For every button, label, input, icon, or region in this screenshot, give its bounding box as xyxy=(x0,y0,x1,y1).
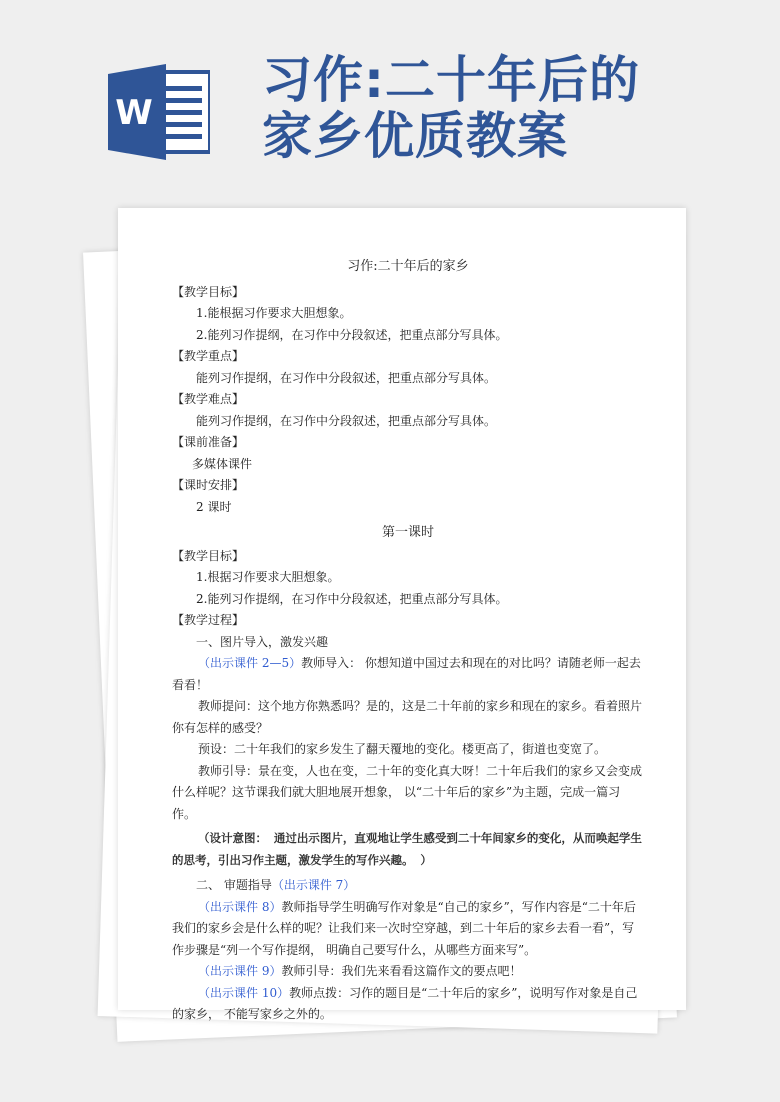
section-heading: 【课前准备】 xyxy=(172,435,245,449)
word-icon xyxy=(108,64,210,160)
word-logo-letter: W xyxy=(115,93,153,133)
text-line: 2 课时 xyxy=(196,499,232,514)
courseware-tag: （出示课件 8） xyxy=(198,899,282,914)
document-body xyxy=(172,256,644,1026)
section-heading: 【教学难点】 xyxy=(172,392,245,406)
text-line: 1.能根据习作要求大胆想象。 xyxy=(196,306,352,320)
text-line: 2.能列习作提纲，在习作中分段叙述，把重点部分写具体。 xyxy=(196,327,508,342)
text-line: 多媒体课件 xyxy=(192,456,253,471)
paragraph: （出示课件 9）教师引导：我们先来看看这篇作文的要点吧！ xyxy=(198,964,522,978)
lesson-title: 第一课时 xyxy=(381,525,434,540)
paragraph: （出示课件 2—5）教师导入： 你想知道中国过去和现在的对比吗？请随老师一起去看看！ xyxy=(172,656,641,692)
text-line: 1.根据习作要求大胆想象。 xyxy=(196,570,340,584)
text-line: 能列习作提纲，在习作中分段叙述，把重点部分写具体。 xyxy=(196,370,497,385)
courseware-tag: （出示课件 7） xyxy=(271,878,356,892)
courseware-tag: （出示课件 10） xyxy=(198,985,290,1000)
courseware-tag: （出示课件 2—5） xyxy=(198,656,302,670)
courseware-tag: （出示课件 9） xyxy=(198,964,282,978)
paragraph: 预设：二十年我们的家乡发生了翻天覆地的变化。楼更高了，街道也变宽了。 xyxy=(198,742,607,756)
section-heading: 【教学重点】 xyxy=(172,349,245,363)
section-heading: 【课时安排】 xyxy=(172,478,245,492)
section-heading: 【教学过程】 xyxy=(172,613,245,627)
paragraph: 教师引导：景在变，人也在变，二十年的变化真大呀！二十年后我们的家乡又会变成什么样呢？这节课我们就大胆地展开想象， 以“二十年后的家乡”为主题，完成一篇习作。 xyxy=(172,763,643,821)
paragraph: （出示课件 10）教师点拨：习作的题目是“二十年后的家乡”，说明写作对象是自己的家乡， 不能写家乡之外的。 xyxy=(172,985,638,1021)
text-line: 2.能列习作提纲，在习作中分段叙述，把重点部分写具体。 xyxy=(196,591,508,606)
text-line: 能列习作提纲，在习作中分段叙述，把重点部分写具体。 xyxy=(196,413,497,428)
page-headline xyxy=(262,52,762,164)
step-heading: 一、图片导入，激发兴趣 xyxy=(196,634,329,649)
design-note: （设计意图： 通过出示图片，直观地让学生感受到二十年间家乡的变化，从而唤起学生的思考，引出习作主题，激发学生的写作兴趣。 ） xyxy=(172,831,642,867)
section-heading: 【教学目标】 xyxy=(172,284,245,299)
step-heading: 二、 审题指导（出示课件 7） xyxy=(196,878,356,892)
headline-line-2: 家乡优质教案 xyxy=(262,107,568,165)
headline-line-1: 习作:二十年后的 xyxy=(262,51,640,109)
paragraph: 教师提问：这个地方你熟悉吗？是的，这是二十年前的家乡和现在的家乡。看着照片你有怎样的感受？ xyxy=(172,699,643,735)
section-heading: 【教学目标】 xyxy=(172,548,245,563)
document-title: 习作:二十年后的家乡 xyxy=(347,259,469,274)
paragraph: （出示课件 8）教师指导学生明确写作对象是“自己的家乡”，写作内容是“二十年后我们的家乡会是什么样的呢？让我们来一次时空穿越，到二十年后的家乡去看一看”，写作步骤是“列一个写作提纲， 明确自己要写什么，从哪些方面来写”。 xyxy=(172,899,636,957)
